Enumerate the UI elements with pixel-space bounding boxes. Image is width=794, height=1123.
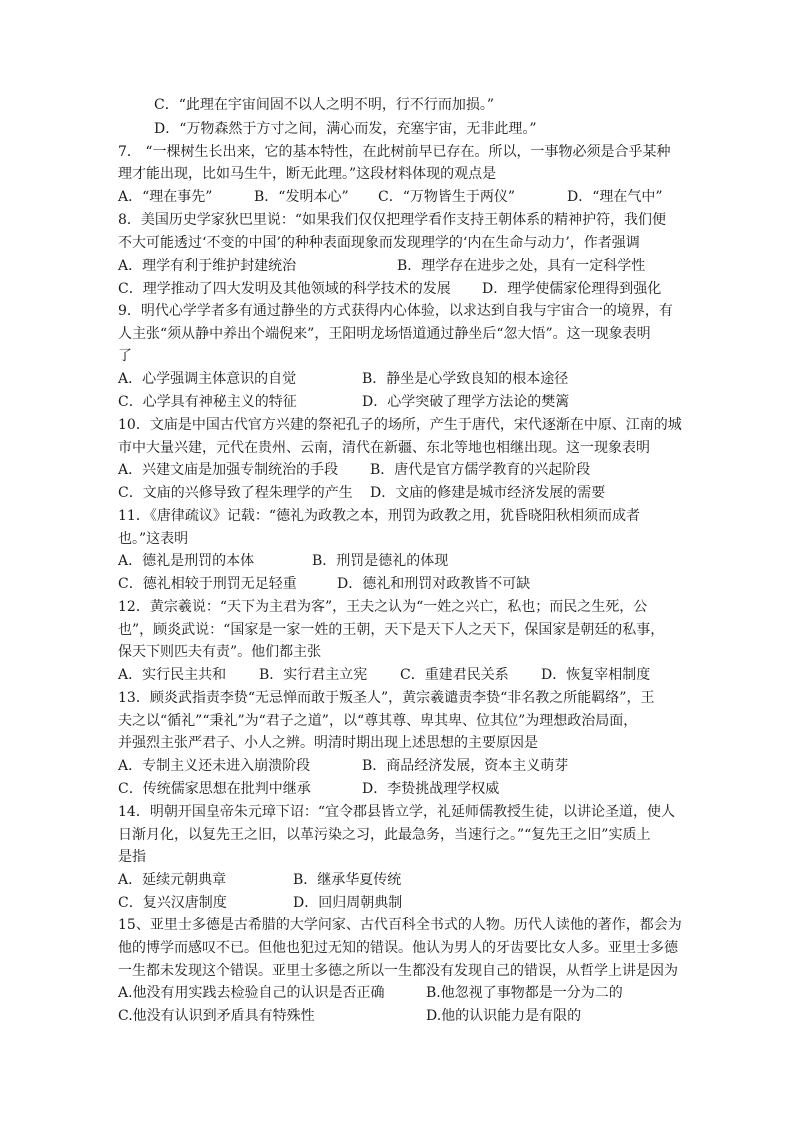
q10-stem-line-1: 10．文庙是中国古代官方兴建的祭祀孔子的场所，产生于唐代，宋代逐渐在中原、江南的城 (118, 417, 682, 433)
q8-option-a: A．理学有利于维护封建统治 (118, 258, 297, 274)
q6-option-d: D．“万物森然于方寸之间，满心而发，充塞宇宙，无非此理。” (154, 121, 537, 137)
q15-option-c: C.他没有认识到矛盾具有特殊性 (118, 1008, 315, 1024)
q12-option-a: A．实行民主共和 (118, 667, 227, 683)
q12-option-c: C．重建君民关系 (400, 667, 509, 683)
q9-option-a: A．心学强调主体意识的自觉 (118, 371, 297, 387)
q9-option-d: D．心学突破了理学方法论的樊篱 (362, 394, 570, 410)
q10-option-d: D．文庙的修建是城市经济发展的需要 (370, 485, 606, 501)
q14-stem-line-2: 日渐月化，以复先王之旧，以革污染之习，此最急务，当速行之。”“复先王之旧”实质上 (118, 827, 651, 843)
q14-option-c: C．复兴汉唐制度 (118, 895, 227, 911)
q12-stem-line-2: 也”，顾炎武说：“国家是一家一姓的王朝，天下是天下人之天下，保国家是朝廷的私事， (118, 622, 665, 638)
q15-option-b: B.他忽视了事物都是一分为二的 (426, 985, 623, 1001)
q11-stem-line-1: 11．《唐律疏议》记载：“德礼为政教之本，刑罚为政教之用，犹昏晓阳秋相须而成者 (118, 508, 640, 524)
q15-option-d: D.他的认识能力是有限的 (426, 1008, 582, 1024)
q15-stem-line-1: 15、亚里士多德是古希腊的大学问家、古代百科全书式的人物。历代人读他的著作，都会为 (118, 917, 682, 933)
q10-option-b: B．唐代是官方儒学教育的兴起阶段 (370, 462, 591, 478)
q11-option-c: C．德礼相较于刑罚无足轻重 (118, 576, 297, 592)
q8-option-c: C．理学推动了四大发明及其他领域的科学技术的发展 (118, 281, 451, 297)
q9-option-c: C．心学具有神秘主义的特征 (118, 394, 297, 410)
q9-stem-line-2: 人主张“须从静中养出个端倪来”，王阳明龙场悟道通过静坐后“忽大悟”。这一现象表明 (118, 326, 651, 342)
q7-option-c: C．“万物皆生于两仪” (378, 189, 516, 205)
q7-stem-line-2: 理才能出现，比如马生牛，断无此理。”这段材料体现的观点是 (118, 166, 497, 182)
q7-option-a: A．“理在事先” (118, 189, 213, 205)
q14-stem-line-1: 14．明朝开国皇帝朱元璋下诏：“宜令郡县皆立学，礼延师儒教授生徒，以讲论圣道，使人 (118, 804, 675, 820)
q15-stem-line-3: 一生都未发现这个错误。亚里士多德之所以一生都没有发现自己的错误，从哲学上讲是因为 (118, 963, 678, 979)
q13-option-d: D．李贽挑战理学权威 (362, 781, 500, 797)
q13-stem-line-2: 夫之以“循礼”“秉礼”为“君子之道”，以“尊其尊、卑其卑、位其位”为理想政治局面， (118, 713, 638, 729)
q12-stem-line-1: 12．黄宗羲说：“天下为主君为客”，王夫之认为“一姓之兴亡，私也；而民之生死，公 (118, 599, 648, 615)
q11-option-a: A．德礼是刑罚的本体 (118, 553, 255, 569)
q8-option-d: D．理学使儒家伦理得到强化 (482, 281, 662, 297)
q14-stem-line-3: 是指 (118, 849, 146, 865)
q14-option-a: A．延续元朝典章 (118, 872, 227, 888)
q10-option-c: C．文庙的兴修导致了程朱理学的产生 (118, 485, 353, 501)
q15-stem-line-2: 他的博学而感叹不已。但他也犯过无知的错误。他认为男人的牙齿要比女人多。亚里士多德 (118, 940, 678, 956)
q14-option-b: B．继承华夏传统 (293, 872, 402, 888)
q9-option-b: B．静坐是心学致良知的根本途径 (362, 371, 569, 387)
q13-option-c: C．传统儒家思想在批判中继承 (118, 781, 311, 797)
q12-option-b: B．实行君主立宪 (259, 667, 368, 683)
q10-option-a: A．兴建文庙是加强专制统治的手段 (118, 462, 339, 478)
q9-stem-line-3: 了 (118, 348, 132, 364)
q12-stem-line-3: 保天下则匹夫有责”。他们都主张 (118, 644, 322, 660)
q15-option-a: A.他没有用实践去检验自己的认识是否正确 (118, 985, 385, 1001)
q13-stem-line-1: 13．顾炎武指责李贽“无忌惮而敢于叛圣人”，黄宗羲谴责李贽“非名教之所能羁络”，王 (118, 690, 655, 706)
q13-option-a: A．专制主义还未进入崩溃阶段 (118, 758, 311, 774)
q8-stem-line-2: 不大可能透过‘不变的中国’的种种表面现象而发现理学的‘内在生命与动力’，作者强调 (118, 235, 640, 251)
q8-option-b: B．理学存在进步之处，具有一定科学性 (397, 258, 646, 274)
q7-stem-line-1: 7． “一棵树生长出来，它的基本特性，在此树前早已存在。所以，一事物必须是合乎某种 (118, 144, 671, 160)
q13-option-b: B．商品经济发展，资本主义萌芽 (362, 758, 569, 774)
q6-option-c: C．“此理在宇宙间固不以人之明不明，行不行而加损。” (154, 97, 495, 113)
q14-option-d: D．回归周朝典制 (293, 895, 403, 911)
q7-option-b: B．“发明本心” (254, 189, 349, 205)
q13-stem-line-3: 并强烈主张严君子、小人之辨。明清时期出现上述思想的主要原因是 (118, 735, 538, 751)
q11-option-b: B．刑罚是德礼的体现 (312, 553, 449, 569)
q7-option-d: D．“理在气中” (567, 189, 663, 205)
q12-option-d: D．恢复宰相制度 (541, 667, 651, 683)
q11-option-d: D．德礼和刑罚对政教皆不可缺 (337, 576, 531, 592)
q11-stem-line-2: 也。”这表明 (118, 531, 189, 547)
q8-stem-line-1: 8．美国历史学家狄巴里说：“如果我们仅仅把理学看作支持王朝体系的精神护符，我们便 (118, 212, 667, 228)
q9-stem-line-1: 9．明代心学学者多有通过静坐的方式获得内心体验，以求达到自我与宇宙合一的境界，有 (118, 303, 673, 319)
q10-stem-line-2: 市中大量兴建，元代在贵州、云南，清代在新疆、东北等地也相继出现。这一现象表明 (118, 440, 650, 456)
